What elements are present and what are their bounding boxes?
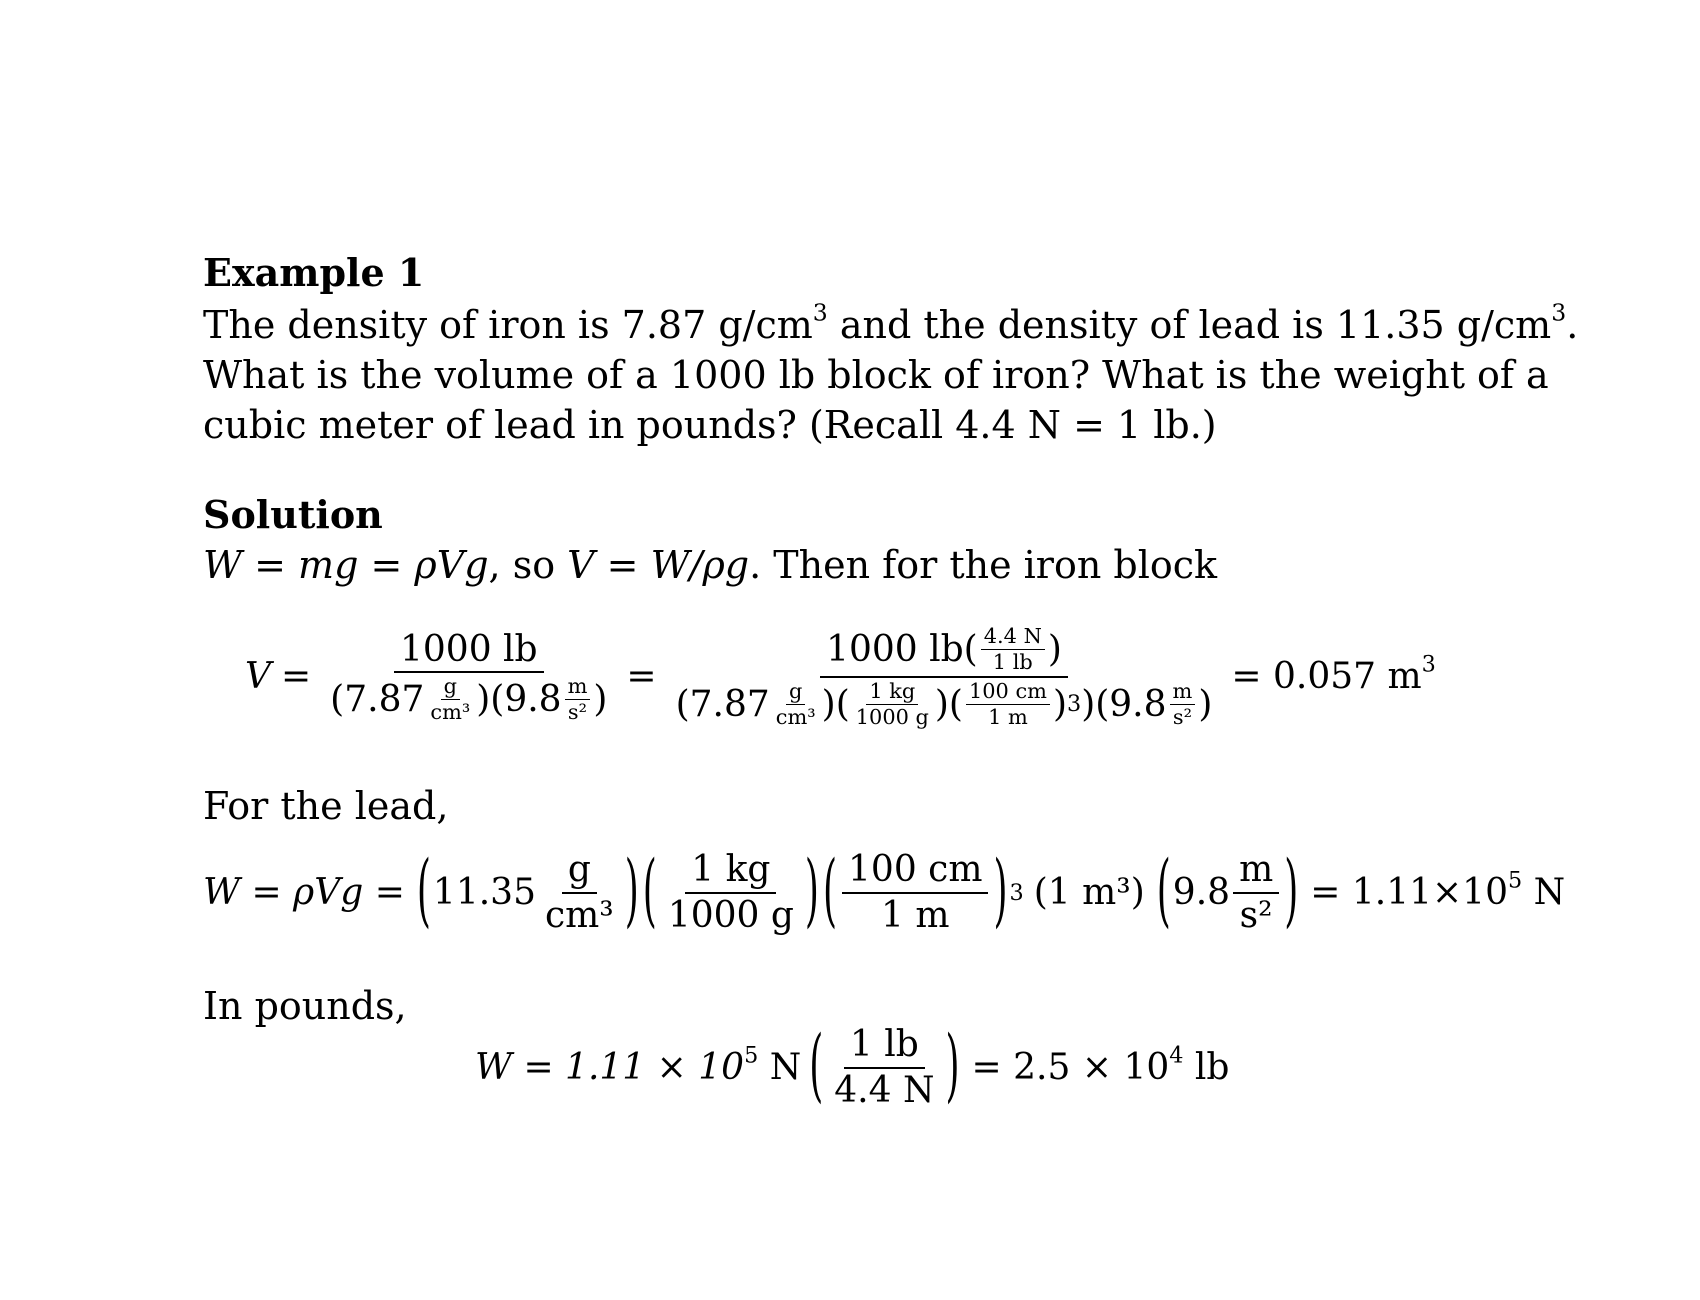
eq1-lhs: V	[245, 655, 271, 697]
eq1-den-b: )(9.8	[476, 678, 562, 720]
paren: (	[642, 846, 657, 937]
unit-s2: s²	[567, 700, 588, 725]
unit-1-m: 1 m	[988, 704, 1028, 729]
solution-intro-rest: . Then for the iron block	[749, 543, 1218, 587]
unit-4-4-n: 4.4 N	[981, 625, 1045, 650]
unit-m: m	[1170, 680, 1196, 705]
paren: (	[1156, 846, 1171, 937]
eq2-lhs: W = ρVg =	[203, 871, 405, 913]
problem-line-3: cubic meter of lead in pounds? (Recall 4.4 N = 1 lb.)	[203, 403, 1217, 447]
problem-line-1	[203, 298, 1579, 348]
eq1-den2-g-per-cm3	[773, 680, 819, 729]
eq1-kg-per-g	[853, 680, 932, 729]
paren: )	[804, 846, 819, 937]
unit-s2: s²	[1239, 894, 1273, 936]
paren: (	[416, 846, 431, 937]
eq1-result-value: = 0.057 m	[1231, 655, 1422, 697]
unit-1-lb: 1 lb	[844, 1025, 925, 1069]
paren: (	[822, 846, 838, 937]
eq1-den2-m-per-s2	[1170, 680, 1196, 729]
paren: )	[993, 846, 1008, 937]
exponent: 5	[1508, 866, 1523, 893]
equation-iron-volume	[245, 625, 1436, 729]
problem-line-1-a: The density of iron is 7.87 g/cm	[203, 303, 813, 347]
paren: )	[1052, 683, 1067, 725]
eq1-num-b: )	[1047, 628, 1062, 670]
eq3-lhs-value: W = 1.11 × 10	[475, 1046, 745, 1088]
problem-line-1-b: and the density of lead is 11.35 g/cm	[827, 303, 1552, 347]
eq2-m-per-s2	[1233, 850, 1279, 935]
eq1-den2-close: )	[1198, 683, 1213, 725]
eq2-gravity-value: 9.8	[1172, 871, 1231, 913]
eq1-fraction-2-numerator	[820, 625, 1068, 678]
eq3-result	[971, 1041, 1230, 1091]
paren: )(	[934, 683, 963, 725]
eq1-m-per-s2	[565, 675, 591, 724]
eq2-g-per-cm3	[539, 850, 620, 935]
unit-g: g	[786, 680, 805, 705]
eq1-den-close: )	[593, 678, 608, 720]
solution-heading: Solution	[203, 492, 383, 537]
unit-cm3: cm³	[544, 894, 614, 936]
unit-100-cm: 100 cm	[966, 680, 1050, 705]
eq1-equals-2: =	[626, 655, 657, 697]
lead-intro: For the lead,	[203, 784, 449, 828]
eq3-lhs-unit: N	[758, 1046, 802, 1088]
unit-1000-g: 1000 g	[667, 894, 794, 936]
paren: )	[624, 846, 639, 937]
unit-1-lb: 1 lb	[992, 649, 1033, 674]
exponent: 3	[1421, 651, 1436, 678]
eq2-density-value: 11.35	[432, 871, 536, 913]
problem-line-2: What is the volume of a 1000 lb block of iron? What is the weight of a	[203, 353, 1549, 397]
unit-cm3: cm³	[775, 704, 816, 729]
eq1-result	[1231, 651, 1436, 700]
eq1-g-per-cm3	[427, 675, 473, 724]
unit-cm3: cm³	[430, 700, 471, 725]
equation-lead-pounds	[475, 1021, 1230, 1112]
eq2-cm-per-m	[842, 850, 988, 935]
exponent: 5	[744, 1041, 759, 1068]
unit-1-kg: 1 kg	[866, 680, 918, 705]
solution-intro	[203, 542, 1217, 588]
eq1-fraction-2-denominator: (7.87 $\frac{g}{\text{cm³}}$ )( $\frac{1 kg}{1000 g}$ )( $\frac{100 cm}{1 m}$ ) 3 )(9.8 $\frac{m}{\text{s²}}$ )	[675, 678, 1213, 729]
eq1-cm-per-m	[966, 680, 1050, 729]
eq1-num-a: 1000 lb(	[826, 628, 978, 670]
eq3-result-value: = 2.5 × 10	[971, 1046, 1170, 1088]
solution-intro-math-2: V = W/ρg	[567, 543, 750, 587]
exponent: 3	[812, 298, 828, 327]
exponent: 3	[1551, 298, 1567, 327]
eq2-volume: (1 m³)	[1033, 871, 1145, 913]
paren: )(	[821, 683, 850, 725]
unit-100-cm: 100 cm	[842, 850, 988, 894]
unit-m: m	[1233, 850, 1279, 894]
eq1-den2-a: (7.87	[675, 683, 770, 725]
problem-line-1-c: .	[1566, 303, 1579, 347]
eq1-equals-1: =	[281, 655, 312, 697]
solution-intro-math-1: W = mg = ρVg	[203, 543, 489, 587]
eq1-den2-b: )(9.8	[1081, 683, 1167, 725]
paren: (	[809, 1021, 824, 1112]
eq1-fraction-1-denominator	[324, 673, 613, 724]
unit-m: m	[565, 675, 591, 700]
pounds-intro: In pounds,	[203, 984, 407, 1028]
eq1-fraction-1	[324, 630, 613, 725]
eq1-fraction-2	[670, 625, 1219, 729]
paren: )	[945, 1021, 960, 1112]
eq2-result	[1310, 866, 1566, 916]
paren: )	[1284, 846, 1299, 937]
example-heading: Example 1	[203, 250, 425, 295]
unit-1000-g: 1000 g	[855, 704, 929, 729]
unit-1-m: 1 m	[881, 894, 950, 936]
unit-1-kg: 1 kg	[685, 850, 776, 894]
unit-g: g	[441, 675, 460, 700]
unit-4-4-n: 4.4 N	[834, 1069, 935, 1111]
unit-g: g	[562, 850, 597, 894]
equation-lead-weight: W = ρVg = ( 11.35 $\frac{g}{\text{cm³}}$ ) ( $\frac{1 kg}{1000 g}$ ) ( $\frac{100 cm}{1 m}$ ) 3 (1 m³) ( 9.8 $\frac{m}{\text{s²}}$ ) = $1.11\times 10^5$ N	[203, 850, 1565, 935]
eq1-newton-per-lb	[981, 625, 1045, 674]
eq3-result-unit: lb	[1183, 1046, 1230, 1088]
eq3-lb-per-n	[828, 1025, 940, 1110]
exponent: 4	[1169, 1041, 1184, 1068]
solution-intro-so: , so	[488, 543, 568, 587]
eq2-result-value: = 1.11×10	[1310, 871, 1508, 913]
eq2-result-unit: N	[1522, 871, 1566, 913]
unit-s2: s²	[1172, 704, 1192, 729]
eq1-fraction-1-numerator: 1000 lb	[394, 630, 544, 674]
eq3-lhs	[475, 1041, 802, 1091]
eq2-kg-per-g	[662, 850, 800, 935]
eq1-den-a: (7.87	[330, 678, 425, 720]
